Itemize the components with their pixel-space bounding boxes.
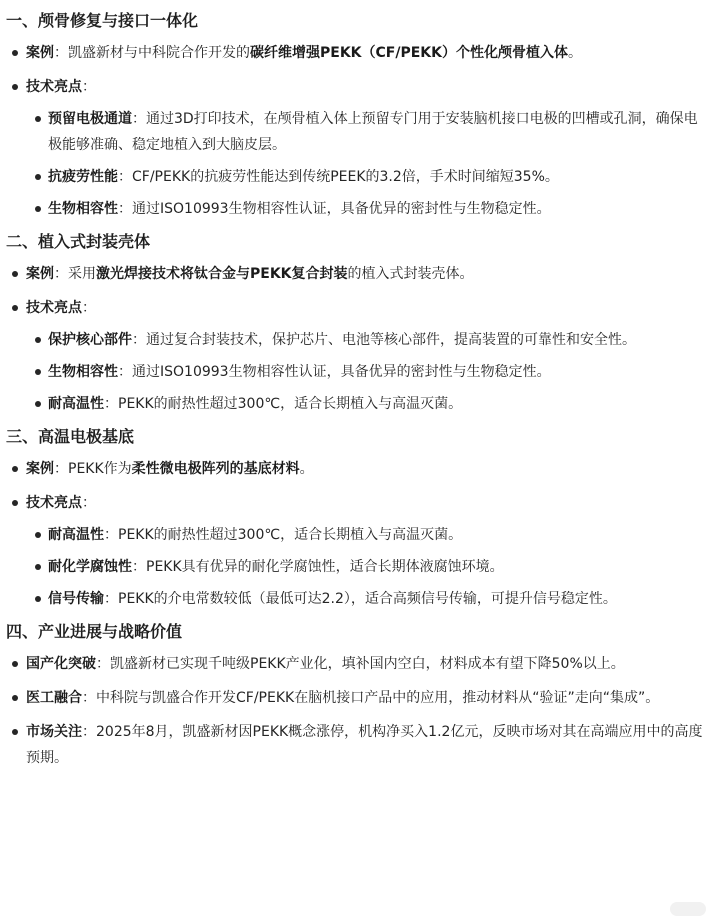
section-heading: 二、植入式封装壳体: [6, 232, 151, 251]
highlights-label: 技术亮点: [26, 495, 82, 511]
highlight-text: ：PEKK的耐热性超过300℃，适合长期植入与高温灭菌。: [104, 396, 463, 412]
case-item: [6, 40, 704, 66]
progress-label: 市场关注: [26, 724, 82, 740]
section-list: [6, 651, 704, 771]
section-heading: 一、颅骨修复与接口一体化: [6, 11, 199, 30]
highlight-label: 保护核心部件: [48, 332, 132, 348]
section-electrode-substrate: [6, 426, 704, 612]
progress-item: [6, 719, 704, 771]
section-industry-progress: [6, 621, 704, 771]
case-text-pre: ：采用: [54, 266, 96, 282]
progress-item: [6, 651, 704, 677]
case-text-post: 。: [299, 461, 314, 477]
highlight-text: ：通过ISO10993生物相容性认证，具备优异的密封性与生物稳定性。: [118, 201, 551, 217]
highlight-item: [26, 391, 704, 417]
highlights-label: 技术亮点: [26, 79, 82, 95]
highlight-text: ：CF/PEKK的抗疲劳性能达到传统PEEK的3.2倍，手术时间缩短35%。: [118, 169, 559, 185]
case-text-bold: 柔性微电极阵列的基底材料: [131, 461, 300, 477]
case-item: [6, 261, 704, 287]
highlight-label: 抗疲劳性能: [48, 169, 118, 185]
highlight-text: ：PEKK的介电常数较低（最低可达2.2），适合高频信号传输，可提升信号稳定性。: [104, 591, 617, 607]
case-text-bold: 激光焊接技术将钛合金与PEKK复合封装: [96, 266, 348, 282]
highlight-label: 预留电极通道: [48, 111, 132, 127]
case-text-pre: ：凯盛新材与中科院合作开发的: [54, 45, 250, 61]
highlight-text: ：PEKK的耐热性超过300℃，适合长期植入与高温灭菌。: [104, 527, 463, 543]
highlight-item: [26, 522, 704, 548]
highlights-colon: ：: [82, 300, 96, 316]
progress-label: 国产化突破: [26, 656, 96, 672]
section-heading: 四、产业进展与战略价值: [6, 622, 183, 641]
highlight-text: ：通过复合封装技术，保护芯片、电池等核心部件，提高装置的可靠性和安全性。: [132, 332, 636, 348]
progress-text: ：中科院与凯盛合作开发CF/PEKK在脑机接口产品中的应用，推动材料从“验证”走向“集成”。: [82, 690, 660, 706]
highlights-label: 技术亮点: [26, 300, 82, 316]
progress-label: 医工融合: [26, 690, 82, 706]
scroll-indicator: [670, 902, 706, 916]
highlight-label: 生物相容性: [48, 201, 118, 217]
case-text-post: 的植入式封装壳体。: [347, 266, 474, 282]
highlights-list: [26, 327, 704, 417]
section-list: [6, 40, 704, 222]
highlight-label: 耐高温性: [48, 527, 104, 543]
case-label: 案例: [26, 45, 54, 61]
highlight-label: 生物相容性: [48, 364, 118, 380]
highlights-colon: ：: [82, 495, 96, 511]
progress-text: ：2025年8月，凯盛新材因PEKK概念涨停，机构净买入1.2亿元，反映市场对其在高端应用中的高度预期。: [26, 724, 703, 766]
case-label: 案例: [26, 266, 54, 282]
highlight-label: 耐化学腐蚀性: [48, 559, 132, 575]
highlights-item: [6, 295, 704, 417]
highlights-list: [26, 106, 704, 222]
highlight-text: ：通过ISO10993生物相容性认证，具备优异的密封性与生物稳定性。: [118, 364, 551, 380]
highlight-item: [26, 554, 704, 580]
section-list: [6, 456, 704, 612]
highlight-item: [26, 196, 704, 222]
progress-item: [6, 685, 704, 711]
highlights-item: [6, 74, 704, 222]
highlights-item: [6, 490, 704, 612]
highlight-label: 耐高温性: [48, 396, 104, 412]
case-text-post: 。: [568, 45, 582, 61]
highlight-item: [26, 359, 704, 385]
section-list: [6, 261, 704, 417]
highlights-colon: ：: [82, 79, 96, 95]
highlight-item: [26, 586, 704, 612]
highlight-item: [26, 106, 704, 158]
highlight-label: 信号传输: [48, 591, 104, 607]
case-label: 案例: [26, 461, 54, 477]
highlight-text: ：PEKK具有优异的耐化学腐蚀性，适合长期体液腐蚀环境。: [132, 559, 504, 575]
case-item: [6, 456, 704, 482]
case-text-bold: 碳纤维增强PEKK（CF/PEKK）个性化颅骨植入体: [250, 45, 568, 61]
highlight-text: ：通过3D打印技术，在颅骨植入体上预留专门用于安装脑机接口电极的凹槽或孔洞，确保电极能够准确、稳定地植入到大脑皮层。: [48, 111, 698, 153]
section-heading: 三、高温电极基底: [6, 427, 135, 446]
highlight-item: [26, 164, 704, 190]
section-implant-housing: [6, 231, 704, 417]
highlights-list: [26, 522, 704, 612]
highlight-item: [26, 327, 704, 353]
section-skull-repair: [6, 10, 704, 222]
case-text-pre: ：PEKK作为: [54, 461, 132, 477]
progress-text: ：凯盛新材已实现千吨级PEKK产业化，填补国内空白，材料成本有望下降50%以上。: [96, 656, 625, 672]
